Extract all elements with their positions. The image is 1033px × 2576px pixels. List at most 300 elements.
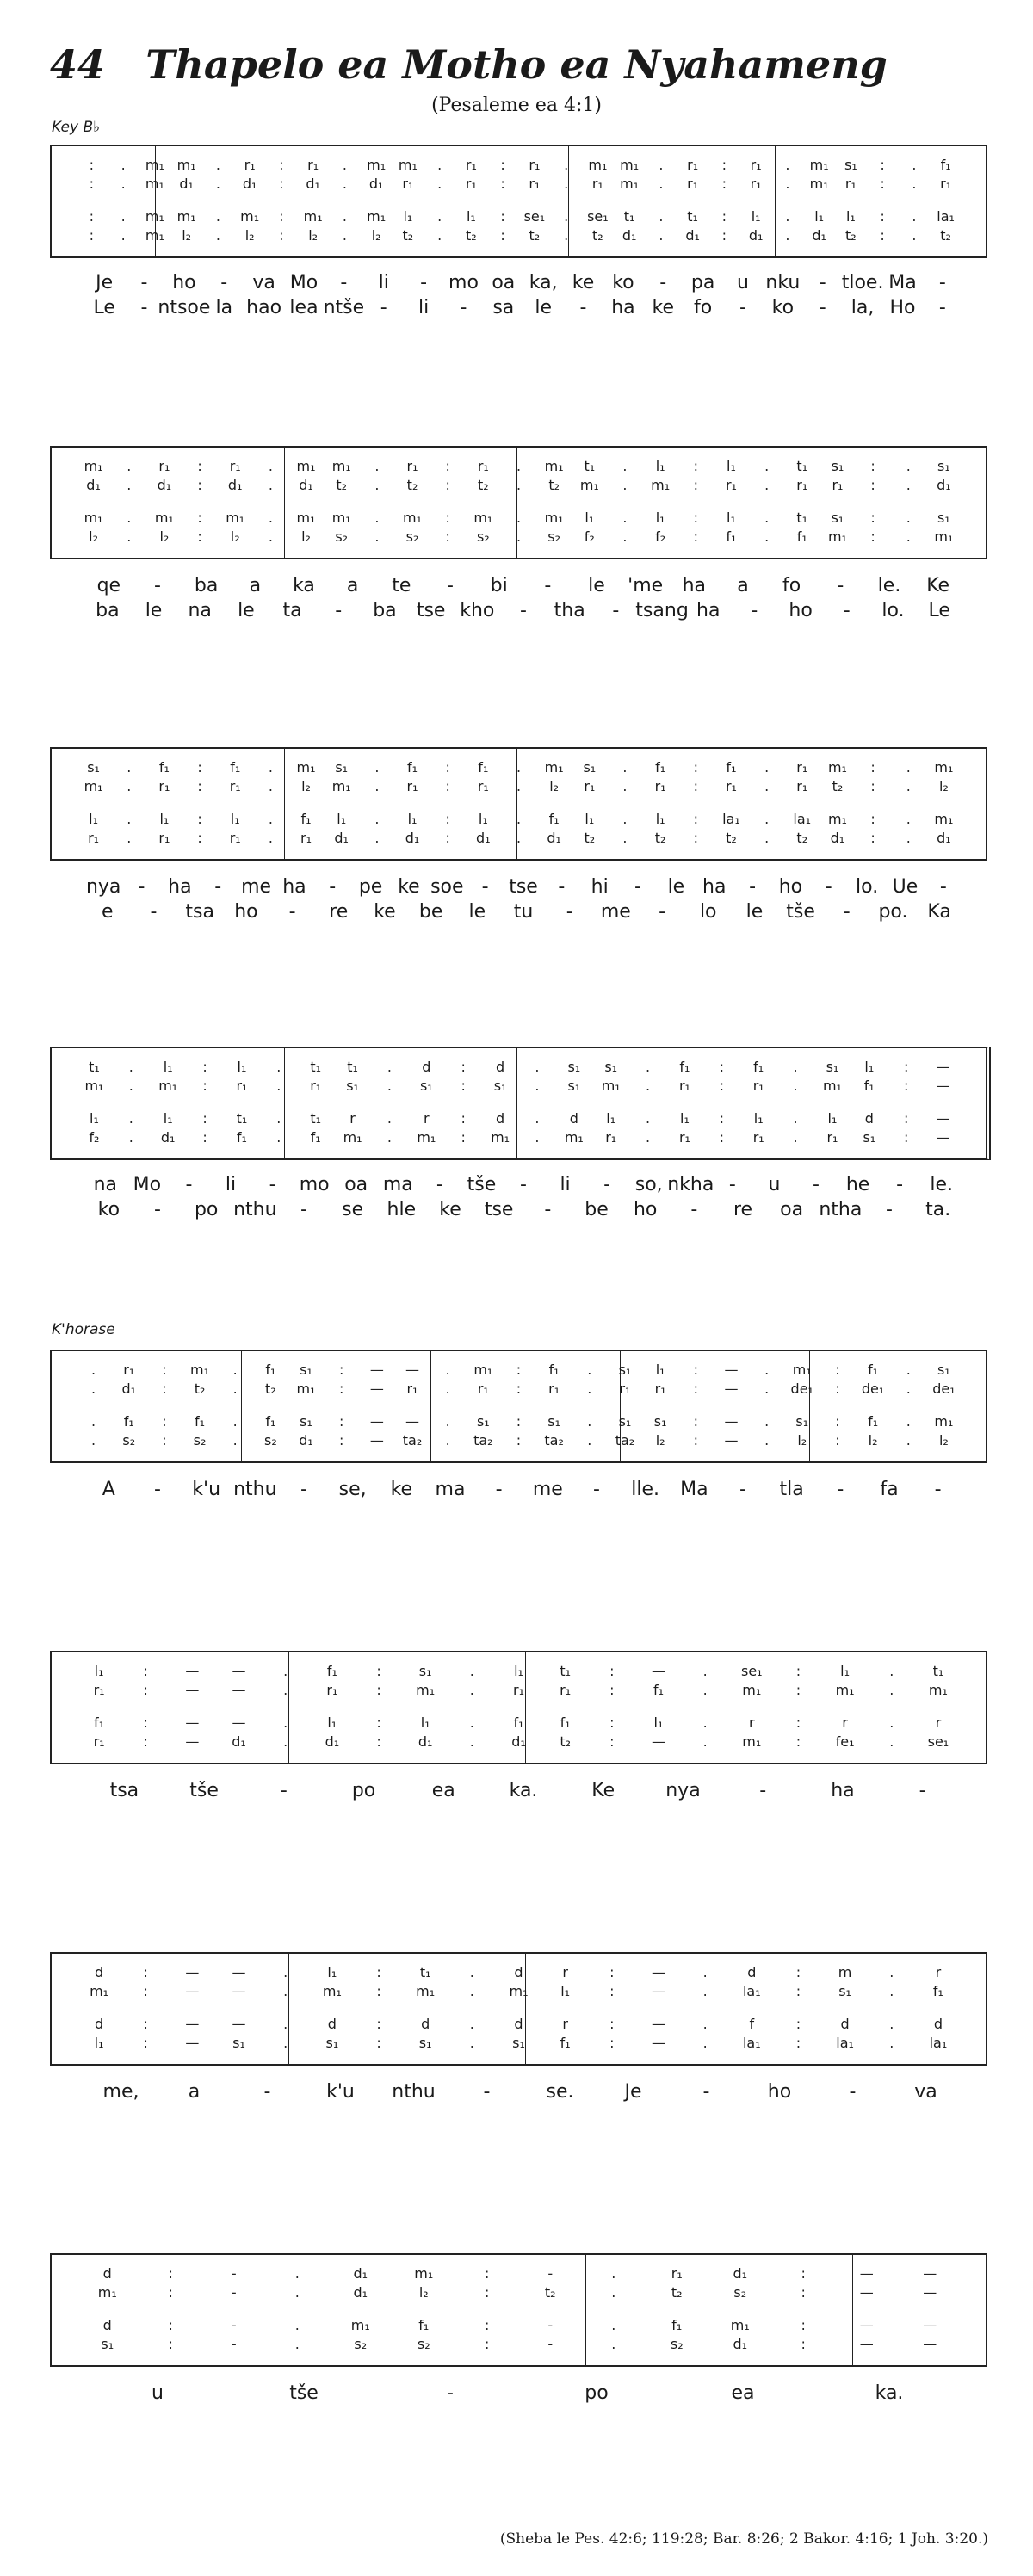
scripture-reference: (Sheba le Pes. 42:6; 119:28; Bar. 8:26; 2 Bakor. 4:16; 1 Joh. 3:20.) <box>499 2530 988 2548</box>
beat-separator: : <box>721 176 727 192</box>
beat-separator: . <box>127 477 132 493</box>
beat-separator: . <box>374 510 380 526</box>
beat-separator: . <box>268 811 273 827</box>
solfa-note: s₂ <box>670 2336 684 2352</box>
solfa-note: r₁ <box>844 176 857 192</box>
beat-separator: : <box>445 528 450 545</box>
beat-separator: . <box>646 1078 651 1094</box>
lyric-syllable: ta. <box>925 1199 951 1220</box>
solfa-note: m₁ <box>416 1983 436 1999</box>
solfa-note: se₁ <box>740 1663 763 1679</box>
solfa-note: d₁ <box>179 176 194 192</box>
solfa-note: r₁ <box>307 157 319 173</box>
beat-separator: — <box>369 1413 384 1430</box>
lyric-syllable: - <box>849 2081 857 2103</box>
solfa-note: s₁ <box>795 1413 809 1430</box>
solfa-note: la₁ <box>742 1983 761 1999</box>
beat-separator: . <box>283 1983 288 1999</box>
beat-separator: . <box>793 1059 798 1075</box>
lyric-syllable: - <box>659 901 666 923</box>
solfa-note: l₁ <box>466 208 476 225</box>
beat-separator: . <box>215 227 220 244</box>
solfa-note: r₁ <box>940 176 952 192</box>
solfa-note: f₁ <box>236 1129 247 1146</box>
beat-separator: : <box>880 157 885 173</box>
voice-part <box>52 2035 986 2054</box>
beat-separator: : <box>376 1682 381 1698</box>
solfa-note: m₁ <box>145 227 164 244</box>
beat-separator: : <box>870 477 875 493</box>
beat-separator: . <box>793 1110 798 1127</box>
lyric-syllable: - <box>214 876 222 898</box>
beat-separator: . <box>445 1381 450 1397</box>
lyric-syllable: - <box>140 272 148 293</box>
solfa-note: m₁ <box>934 811 954 827</box>
solfa-note: t₁ <box>347 1059 358 1075</box>
beat-separator: : <box>516 1381 522 1397</box>
lyric-syllable: he <box>845 1174 870 1195</box>
beat-separator: : <box>143 1983 148 1999</box>
solfa-note: m₁ <box>473 1362 493 1378</box>
beat-separator: : <box>279 227 284 244</box>
beat-separator: : <box>445 510 450 526</box>
beat-separator: . <box>127 458 132 474</box>
beat-separator: : <box>162 1413 167 1430</box>
beat-separator: — <box>859 2284 874 2301</box>
solfa-note: t₂ <box>560 1733 571 1750</box>
lyric-syllable: - <box>728 1174 736 1195</box>
solfa-note: m₁ <box>491 1129 510 1146</box>
beat-separator: : <box>461 1059 466 1075</box>
solfa-note: l₁ <box>514 1663 523 1679</box>
beat-separator: : <box>461 1110 466 1127</box>
solfa-note: l₁ <box>420 1714 430 1731</box>
lyric-syllable: nthu <box>233 1199 277 1220</box>
beat-separator: . <box>128 1059 133 1075</box>
voice-part <box>52 759 986 778</box>
solfa-note: m₁ <box>322 1983 342 1999</box>
beat-separator: : <box>835 1432 840 1449</box>
beat-separator: — <box>724 1432 739 1449</box>
lyric-syllable: lea <box>289 297 319 318</box>
voice-part <box>52 2265 986 2284</box>
beat-separator: . <box>215 208 220 225</box>
solfa-note: m₁ <box>154 510 174 526</box>
hymn-title: Thapelo ea Motho ea Nyahameng <box>145 41 888 88</box>
solfa-note: d₁ <box>334 830 349 846</box>
beat-separator: : <box>143 1714 148 1731</box>
solfa-note: f₂ <box>584 528 595 545</box>
lyric-syllable: se <box>342 1199 364 1220</box>
solfa-note: la₁ <box>836 2035 854 2051</box>
lyric-syllable: - <box>269 1174 276 1195</box>
solfa-note: l₁ <box>327 1714 337 1731</box>
lyric-syllable: ha <box>696 600 721 621</box>
lyric-syllable: - <box>843 901 851 923</box>
lyric-syllable: ea <box>431 1780 455 1801</box>
solfa-note: r <box>748 1714 755 1731</box>
beat-separator: . <box>646 1110 651 1127</box>
solfa-note: r₁ <box>750 157 762 173</box>
beat-separator: . <box>276 1059 281 1075</box>
beat-separator: . <box>889 1733 894 1750</box>
lyric-syllable: lo. <box>856 876 879 898</box>
lyric-syllable: li <box>418 297 430 318</box>
solfa-note: d <box>102 2317 112 2333</box>
solfa-note: l₁ <box>727 458 736 474</box>
beat-separator: . <box>622 759 628 775</box>
beat-separator: . <box>764 458 770 474</box>
beat-separator: . <box>516 458 522 474</box>
lyric-syllable: qe <box>96 575 121 596</box>
beat-separator: . <box>659 227 664 244</box>
beat-separator: . <box>387 1059 392 1075</box>
beat-separator: : <box>693 1381 698 1397</box>
solfa-note: m₁ <box>240 208 260 225</box>
beat-separator: . <box>294 2265 300 2282</box>
solfa-note: ta₂ <box>402 1432 423 1449</box>
solfa-note: f₂ <box>89 1129 100 1146</box>
solfa-note: r₁ <box>529 157 541 173</box>
beat-separator: — <box>232 2016 246 2032</box>
solfa-note: r <box>349 1110 356 1127</box>
solfa-note: m₁ <box>97 2284 117 2301</box>
lyric-syllable: me <box>600 901 631 923</box>
lyric-syllable: - <box>751 600 758 621</box>
solfa-note: m₁ <box>84 1078 104 1094</box>
beat-separator: — <box>369 1381 384 1397</box>
lyric-syllable: - <box>140 297 148 318</box>
solfa-note: s₂ <box>193 1432 207 1449</box>
beat-separator: : <box>202 1110 207 1127</box>
voice-part <box>52 1362 986 1381</box>
beat-separator: . <box>268 778 273 794</box>
solfa-note: s₁ <box>604 1059 618 1075</box>
lyric-syllable: k'u <box>192 1479 221 1500</box>
lyric-syllable: A <box>102 1479 115 1500</box>
solfa-note: t₂ <box>194 1381 206 1397</box>
beat-separator: : <box>279 176 284 192</box>
solfa-note: m₁ <box>809 157 829 173</box>
lyric-syllable: Je <box>624 2081 642 2103</box>
beat-separator: . <box>906 458 911 474</box>
lyric-syllable: - <box>593 1479 600 1500</box>
lyric-syllable: - <box>335 600 343 621</box>
beat-separator: . <box>445 1432 450 1449</box>
solfa-note: m₁ <box>827 759 847 775</box>
lyric-syllable: oa <box>780 1199 804 1220</box>
beat-separator: — <box>651 2016 665 2032</box>
beat-separator: : <box>89 176 95 192</box>
beat-separator: . <box>283 1682 288 1698</box>
lyric-line <box>50 575 987 597</box>
beat-separator: : <box>461 1129 466 1146</box>
solfa-note: f₁ <box>679 1059 690 1075</box>
beat-separator: . <box>622 811 628 827</box>
solfa-note: l₁ <box>827 1110 838 1127</box>
lyric-syllable: ke <box>398 876 420 898</box>
solfa-note: t₁ <box>236 1110 248 1127</box>
lyric-syllable: ta <box>282 600 302 621</box>
solfa-note: m₁ <box>331 458 351 474</box>
beat-separator: . <box>702 2016 708 2032</box>
lyric-syllable: lo. <box>881 600 905 621</box>
lyric-syllable: - <box>659 272 667 293</box>
solfa-note: m₁ <box>84 510 103 526</box>
solfa-note: t₁ <box>419 1964 431 1980</box>
beat-separator: : <box>609 1663 615 1679</box>
solfa-note: s₁ <box>346 1078 359 1094</box>
beat-separator: : <box>870 759 875 775</box>
beat-separator: : <box>197 510 202 526</box>
lyric-syllable: ke <box>572 272 595 293</box>
solfa-note: f₁ <box>940 157 951 173</box>
solfa-note: t₂ <box>477 477 489 493</box>
lyric-syllable: ha <box>702 876 727 898</box>
lyric-syllable: ko <box>97 1199 121 1220</box>
beat-separator: : <box>500 176 505 192</box>
beat-separator: : <box>870 458 875 474</box>
beat-separator: : <box>835 1381 840 1397</box>
beat-separator: : <box>197 778 202 794</box>
solfa-note: r₁ <box>750 176 762 192</box>
solfa-note: r₁ <box>548 1381 560 1397</box>
solfa-note: m₁ <box>145 176 164 192</box>
solfa-note: t₂ <box>544 2284 556 2301</box>
beat-separator: . <box>374 477 380 493</box>
solfa-note: la₁ <box>742 2035 761 2051</box>
solfa-note: t₂ <box>466 227 477 244</box>
solfa-note: m₁ <box>620 157 640 173</box>
beat-separator: . <box>469 1714 474 1731</box>
beat-separator: . <box>611 2317 616 2333</box>
solfa-note: l₁ <box>864 1059 875 1075</box>
beat-separator: — <box>651 1733 665 1750</box>
lyric-syllable: - <box>690 1199 698 1220</box>
solfa-note: l₁ <box>90 1110 99 1127</box>
solfa-note: f₁ <box>326 1663 337 1679</box>
solfa-note: l₁ <box>680 1110 690 1127</box>
beat-separator: : <box>903 1110 909 1127</box>
solfa-note: d <box>747 1964 757 1980</box>
solfa-note: r₁ <box>654 1381 666 1397</box>
beat-separator: . <box>659 176 664 192</box>
solfa-note: l₂ <box>418 2284 429 2301</box>
beat-separator: . <box>906 1413 911 1430</box>
lyric-syllable: ha <box>168 876 192 898</box>
solfa-note: l₂ <box>938 778 949 794</box>
lyric-syllable: ntha <box>819 1199 863 1220</box>
solfa-note: s₂ <box>476 528 490 545</box>
solfa-note: t₂ <box>529 227 541 244</box>
lyric-syllable: le. <box>877 575 901 596</box>
solfa-note: m₁ <box>620 176 640 192</box>
lyric-syllable: li <box>225 1174 237 1195</box>
lyric-syllable: li <box>560 1174 571 1195</box>
lyric-syllable: ke <box>439 1199 461 1220</box>
beat-separator: : <box>835 1362 840 1378</box>
solfa-note: m₁ <box>296 510 316 526</box>
lyric-syllable: Ma <box>888 272 917 293</box>
solfa-note: f₂ <box>655 528 666 545</box>
solfa-note: t₂ <box>654 830 666 846</box>
lyric-syllable: oa <box>344 1174 368 1195</box>
solfa-note: d₁ <box>86 477 101 493</box>
lyric-syllable: - <box>460 297 467 318</box>
beat-separator: . <box>764 759 770 775</box>
beat-separator: : <box>870 510 875 526</box>
beat-separator: . <box>889 2035 894 2051</box>
solfa-note: m₁ <box>809 176 829 192</box>
lyric-syllable: me, <box>102 2081 139 2103</box>
lyric-syllable: - <box>934 1479 942 1500</box>
lyric-syllable: nya <box>85 876 121 898</box>
beat-separator: : <box>693 778 698 794</box>
lyric-syllable: - <box>288 901 296 923</box>
solfa-note: l₁ <box>751 208 761 225</box>
lyric-syllable: - <box>939 876 947 898</box>
solfa-note: d <box>95 1964 104 1980</box>
lyric-syllable: ma <box>435 1479 466 1500</box>
solfa-note: m₁ <box>145 208 164 225</box>
solfa-note: l₂ <box>182 227 192 244</box>
chorus-label: K'horase <box>52 1321 115 1338</box>
solfa-note: m <box>838 1964 852 1980</box>
beat-separator: . <box>232 1362 238 1378</box>
lyric-syllable: k'u <box>326 2081 355 2103</box>
beat-separator: . <box>283 1714 288 1731</box>
lyric-syllable: ka. <box>509 1780 538 1801</box>
lyric-syllable: - <box>520 600 527 621</box>
beat-separator: . <box>646 1129 651 1146</box>
lyric-syllable: - <box>447 575 454 596</box>
solfa-note: f₁ <box>94 1714 105 1731</box>
solfa-note: d₁ <box>812 227 826 244</box>
voice-part <box>52 1110 986 1129</box>
beat-separator: — <box>936 1059 950 1075</box>
beat-separator: — <box>232 1983 246 1999</box>
beat-separator: : <box>89 157 95 173</box>
beat-separator: — <box>651 1663 665 1679</box>
beat-separator: : <box>485 2336 490 2352</box>
beat-separator: . <box>702 1983 708 1999</box>
solfa-note: f₁ <box>796 528 807 545</box>
lyric-syllable: tla <box>779 1479 804 1500</box>
lyric-syllable: Le <box>928 600 950 621</box>
lyric-syllable: tloe. <box>841 272 884 293</box>
lyric-syllable: ntše <box>323 297 365 318</box>
beat-separator: . <box>889 1663 894 1679</box>
lyric-syllable: - <box>481 876 489 898</box>
beat-separator: . <box>764 1362 770 1378</box>
staff-box <box>50 2253 987 2367</box>
beat-separator: . <box>276 1129 281 1146</box>
solfa-note: t₂ <box>265 1381 276 1397</box>
lyric-line <box>50 876 987 899</box>
solfa-note: m₁ <box>730 2317 750 2333</box>
beat-separator: : <box>376 1733 381 1750</box>
beat-separator: : <box>693 1413 698 1430</box>
beat-separator: : <box>445 458 450 474</box>
music-system <box>50 1047 987 1226</box>
beat-separator: : <box>89 227 95 244</box>
solfa-note: m₁ <box>544 510 564 526</box>
beat-separator: : <box>609 2016 615 2032</box>
beat-separator: — <box>923 2265 937 2282</box>
beat-separator: : <box>721 227 727 244</box>
solfa-note: t₂ <box>940 227 951 244</box>
beat-separator: . <box>764 1413 770 1430</box>
beat-separator: . <box>121 176 126 192</box>
lyric-syllable: Ma <box>680 1479 708 1500</box>
lyric-syllable: le <box>745 901 764 923</box>
solfa-note: m₁ <box>934 528 954 545</box>
beat-separator: — <box>405 1362 420 1378</box>
beat-separator: : <box>445 830 450 846</box>
voice-part <box>52 528 986 547</box>
beat-separator: - <box>547 2265 554 2282</box>
beat-separator: : <box>500 227 505 244</box>
solfa-note: la₁ <box>722 811 740 827</box>
solfa-note: t₁ <box>89 1059 100 1075</box>
lyric-syllable: hi <box>591 876 609 898</box>
solfa-note: r₁ <box>678 1129 690 1146</box>
staff-box <box>50 446 987 559</box>
solfa-note: d <box>422 1059 431 1075</box>
solfa-note: m₁ <box>331 510 351 526</box>
lyric-syllable: tše <box>289 2382 319 2404</box>
lyric-syllable: ko <box>612 272 634 293</box>
lyric-line <box>50 272 987 294</box>
solfa-note: s₁ <box>937 1362 950 1378</box>
lyric-syllable: tše <box>467 1174 497 1195</box>
solfa-note: t₁ <box>310 1110 322 1127</box>
beat-separator: . <box>587 1381 592 1397</box>
beat-separator: . <box>889 2016 894 2032</box>
beat-separator: : <box>168 2284 173 2301</box>
beat-separator: : <box>693 759 698 775</box>
beat-separator: : <box>202 1059 207 1075</box>
beat-separator: : <box>485 2265 490 2282</box>
beat-separator: : <box>795 1682 801 1698</box>
lyric-syllable: - <box>154 1479 161 1500</box>
beat-separator: . <box>91 1381 96 1397</box>
voice-part <box>52 1964 986 1983</box>
beat-separator: : <box>376 1663 381 1679</box>
solfa-note: m₁ <box>742 1682 762 1698</box>
solfa-note: t₂ <box>832 778 844 794</box>
solfa-note: r₁ <box>832 477 844 493</box>
beat-separator: — <box>405 1413 420 1430</box>
solfa-note: s₂ <box>354 2336 368 2352</box>
solfa-note: f₁ <box>158 759 170 775</box>
lyric-syllable: - <box>749 876 757 898</box>
solfa-note: r₁ <box>236 1078 248 1094</box>
lyric-syllable: te <box>392 575 411 596</box>
beat-separator: — <box>651 1964 665 1980</box>
solfa-note: l₁ <box>655 458 665 474</box>
beat-separator: . <box>127 759 132 775</box>
solfa-note: f₁ <box>653 1682 664 1698</box>
voice-part <box>52 778 986 797</box>
beat-separator: — <box>936 1129 950 1146</box>
solfa-note: d₁ <box>733 2265 748 2282</box>
solfa-note: t₂ <box>845 227 857 244</box>
lyric-syllable: Ka <box>927 901 951 923</box>
beat-separator: . <box>764 811 770 827</box>
solfa-note: m₁ <box>416 1682 436 1698</box>
solfa-note: de₁ <box>790 1381 813 1397</box>
